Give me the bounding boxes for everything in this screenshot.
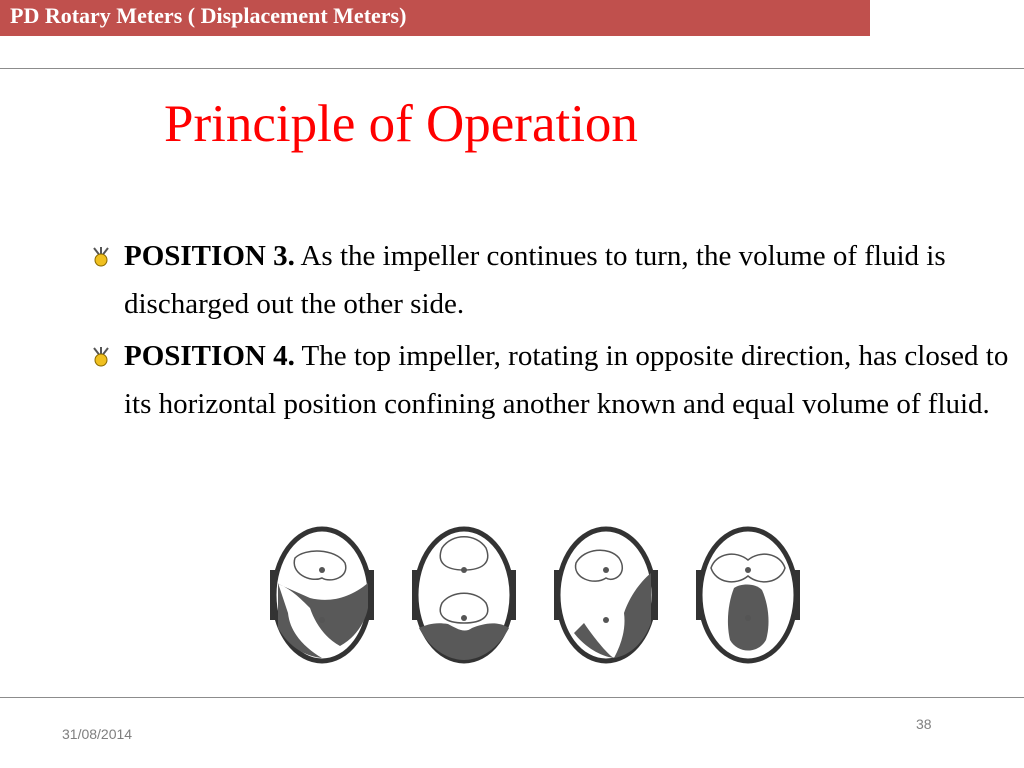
slide-title: Principle of Operation	[164, 95, 638, 153]
bullet-list	[88, 232, 1018, 432]
page-number: 38	[916, 716, 932, 732]
bullet-item	[88, 232, 1018, 328]
meter-panel-3	[554, 529, 658, 661]
flower-bullet-icon	[90, 346, 112, 368]
bullet-lead: POSITION 3.	[124, 240, 295, 272]
bottom-divider	[0, 697, 1024, 698]
header-banner	[0, 0, 870, 36]
header-banner-text: PD Rotary Meters ( Displacement Meters)	[10, 3, 407, 28]
meter-panel-4	[696, 529, 800, 661]
bullet-item	[88, 332, 1018, 428]
bullet-lead: POSITION 4.	[124, 340, 295, 372]
bullet-text: As the impeller continues to turn, the volume of fluid is discharged out the other side.	[124, 240, 946, 320]
footer-date: 31/08/2014	[62, 726, 133, 742]
rotary-meter-diagram	[262, 526, 814, 664]
top-divider	[0, 68, 1024, 69]
meter-panel-1	[270, 529, 374, 661]
meter-panel-2	[412, 529, 516, 661]
flower-bullet-icon	[90, 246, 112, 268]
bullet-text: The top impeller, rotating in opposite direction, has closed to its horizontal position confining another known and equal volume of fluid.	[124, 340, 1009, 420]
